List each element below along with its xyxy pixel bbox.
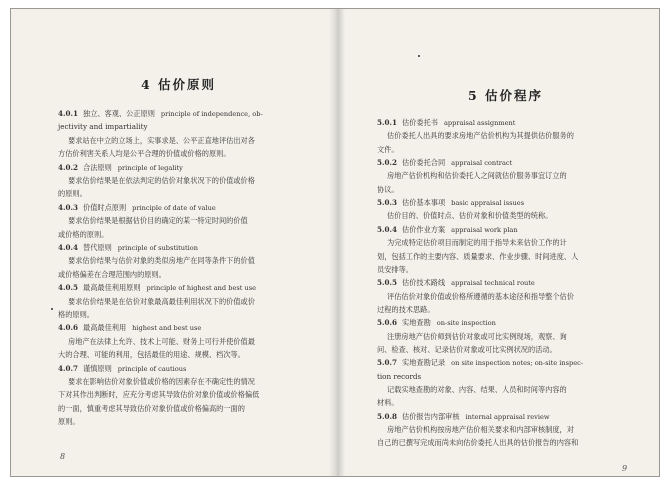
clause-title: 估价委托书 [402,118,438,127]
clause-heading [58,203,216,213]
clause-title: 估价报告内部审核 [402,411,460,421]
clause-heading [377,158,512,168]
clause-number: 5.0.1 [377,118,398,127]
text-line [377,145,399,155]
line-text: 的原则。 [58,189,87,199]
clause-number: 5.0.7 [377,358,398,368]
line-text: 为完成特定估价项目而制定的用于指导未来估价工作的计 [387,238,567,248]
left-page [11,9,336,476]
line-text: 员安排等。 [377,264,413,274]
clause-english-title: appraisal technical route [451,279,535,288]
line-text: 划，包括工作的主要内容、质量要求、作业步骤、时间进度、人 [377,251,579,261]
clause-title: 最高最佳利用原则 [83,283,141,293]
text-line [377,345,557,355]
text-line [68,337,255,347]
clause-english-title: principle of independence, ob- [160,110,263,118]
clause-title: 估价技术路线 [402,278,446,288]
line-text: 要求估价结果是在估价对象最高最佳利用状况下的价值或价 [68,296,255,306]
clause-title: 实地查勘记录 [402,358,446,368]
clause-heading [58,163,183,173]
clause-number: 4.0.5 [58,283,79,293]
clause-number: 4.0.7 [58,363,79,373]
text-line [58,122,148,132]
clause-heading [377,225,518,235]
text-line [387,425,574,435]
text-line [387,332,567,342]
line-text: 评估估价对象价值或价格所遵循的基本途径和指导整个估价 [387,291,574,301]
line-text: 协议。 [377,184,399,194]
clause-number: 4.0.1 [58,109,79,118]
clause-number: 4.0.2 [58,162,79,172]
clause-title: 最高最佳利用 [83,323,127,333]
line-text: 问、检查、核对、记录估价对象或可比实例状况的活动。 [377,344,557,354]
text-line [58,270,166,280]
clause-number: 5.0.8 [377,411,398,421]
line-text: 的一面，慎重考虑其导致估价对象价值或价格偏高的一面的 [58,403,245,413]
line-text: 方估价利害关系人均是公平合理的价值或价格的原则。 [58,149,231,159]
line-text: 自己的已撰写完成而尚未向估价委托人出具的估价报告的内容和 [377,438,579,448]
clause-heading [377,198,524,208]
clause-english-title: principle of highest and best use [146,284,257,293]
clause-english-title: principle of date of value [132,203,216,212]
clause-heading [58,283,256,293]
text-line [58,350,245,360]
text-line [377,398,399,408]
line-text: 要求站在中立的立场上，实事求是、公平正直地评估出对各 [68,135,255,145]
line-text: 原则。 [58,417,80,427]
clause-title: 估价委托合同 [402,158,446,168]
text-line [58,310,94,320]
clause-number: 5.0.3 [377,198,398,208]
clause-number: 5.0.4 [377,224,398,234]
clause-english-title: internal appraisal review [465,412,550,421]
clause-number: 4.0.3 [58,202,79,212]
text-line [377,265,413,275]
text-line [68,297,255,307]
text-line [377,185,399,195]
text-line [387,171,567,181]
clause-title: 替代原则 [83,243,112,252]
clause-heading [58,364,186,374]
clause-title: 估价作业方案 [402,224,446,234]
clause-english-title: appraisal work plan [451,225,518,234]
line-text: 房地产在法律上允许、技术上可能、财务上可行并使价值最 [68,336,255,346]
line-text: jectivity and impartiality [58,122,148,132]
clause-english-title: principle of cautious [117,364,187,373]
clause-title: 估价基本事项 [402,198,446,208]
line-text: 或价格的原则。 [58,229,109,239]
clause-english-title: appraisal contract [451,159,513,168]
print-speck [51,308,53,310]
line-text: 或价格偏差在合理范围内的原则。 [58,269,166,279]
line-text: 要求估价结果是在依法判定的估价对象状况下的价值或价格 [68,176,255,185]
clause-number: 5.0.5 [377,278,398,288]
clause-english-title: highest and best use [132,324,202,333]
line-text: tion records [377,371,422,381]
line-text: 格的原则。 [58,310,94,319]
text-line [387,238,567,248]
text-line [68,216,248,226]
clause-title: 独立、客观、公正原则 [83,109,155,118]
line-text: 文件。 [377,144,399,154]
line-text: 估价目的、价值时点、估价对象和价值类型的统称。 [387,211,553,221]
clause-heading [58,323,201,333]
clause-heading [377,412,550,422]
text-line [377,305,435,315]
page-number: 8 [60,452,66,461]
text-line [58,404,245,414]
clause-title: 价值时点原则 [83,202,127,212]
clause-english-title: principle of legality [117,163,183,172]
line-text: 要求估价结果是根据估价目的确定的某一特定时间的价值 [68,216,248,226]
line-text: 房地产估价机构按房地产估价相关要求和内部审核制度，对 [387,425,574,435]
line-text: 注册房地产估价师到估价对象或可比实例现场，观察、询 [387,331,567,341]
text-line [387,385,567,395]
chapter-title: 4 估价原则 [141,77,217,92]
clause-number: 4.0.4 [58,243,79,252]
chapter-title: 5 估价程序 [468,88,544,103]
line-text: 材料。 [377,398,399,408]
clause-english-title: appraisal assignment [443,119,516,127]
text-line [387,292,574,302]
clause-english-title: basic appraisal issues [451,199,525,208]
clause-number: 4.0.6 [58,323,79,333]
clause-heading [377,358,583,368]
clause-heading [58,109,263,119]
text-line [68,377,255,387]
clause-number: 5.0.6 [377,318,398,328]
page-number: 9 [622,464,628,473]
clause-title: 合法原则 [83,162,112,172]
text-line [387,211,552,221]
text-line [58,230,108,240]
clause-heading [377,118,515,128]
print-speck [418,55,420,57]
clause-number: 5.0.2 [377,158,398,168]
clause-english-title: principle of substitution [117,244,199,252]
text-line [387,131,574,141]
text-line [377,438,578,448]
clause-heading [377,278,535,288]
clause-english-title: on site inspection notes; on-site inspec- [451,359,584,368]
text-line [58,149,231,159]
text-line [58,189,87,199]
text-line [68,176,255,186]
line-text: 记载实地查勘的对象、内容、结果、人员和时间等内容的 [387,385,567,394]
text-line [58,417,80,427]
book-spread [10,8,660,477]
line-text: 估价委托人出具的要求房地产估价机构为其提供估价服务的 [387,131,574,141]
clause-title: 实地查勘 [402,318,431,328]
clause-title: 谨慎原则 [83,363,112,373]
text-line [377,252,578,262]
line-text: 过程的技术思路。 [377,304,435,314]
text-line [68,136,255,146]
text-line [58,390,259,400]
line-text: 下对其作出判断时，应充分考虑其导致估价对象价值或价格偏低 [58,390,260,400]
line-text: 要求估价结果与估价对象的类似房地产在同等条件下的价值 [68,256,255,266]
text-line [377,372,421,382]
line-text: 要求在影响估价对象价值或价格的因素存在不确定性的情况 [68,377,255,386]
clause-english-title: on-site inspection [436,319,496,328]
clause-heading [377,318,496,328]
line-text: 大的合理、可能的利用，包括最佳的用途、规模、档次等。 [58,350,245,360]
clause-heading [58,243,198,253]
right-page [338,9,659,476]
text-line [68,256,255,266]
line-text: 房地产估价机构和估价委托人之间就估价服务事宜订立的 [387,171,567,181]
